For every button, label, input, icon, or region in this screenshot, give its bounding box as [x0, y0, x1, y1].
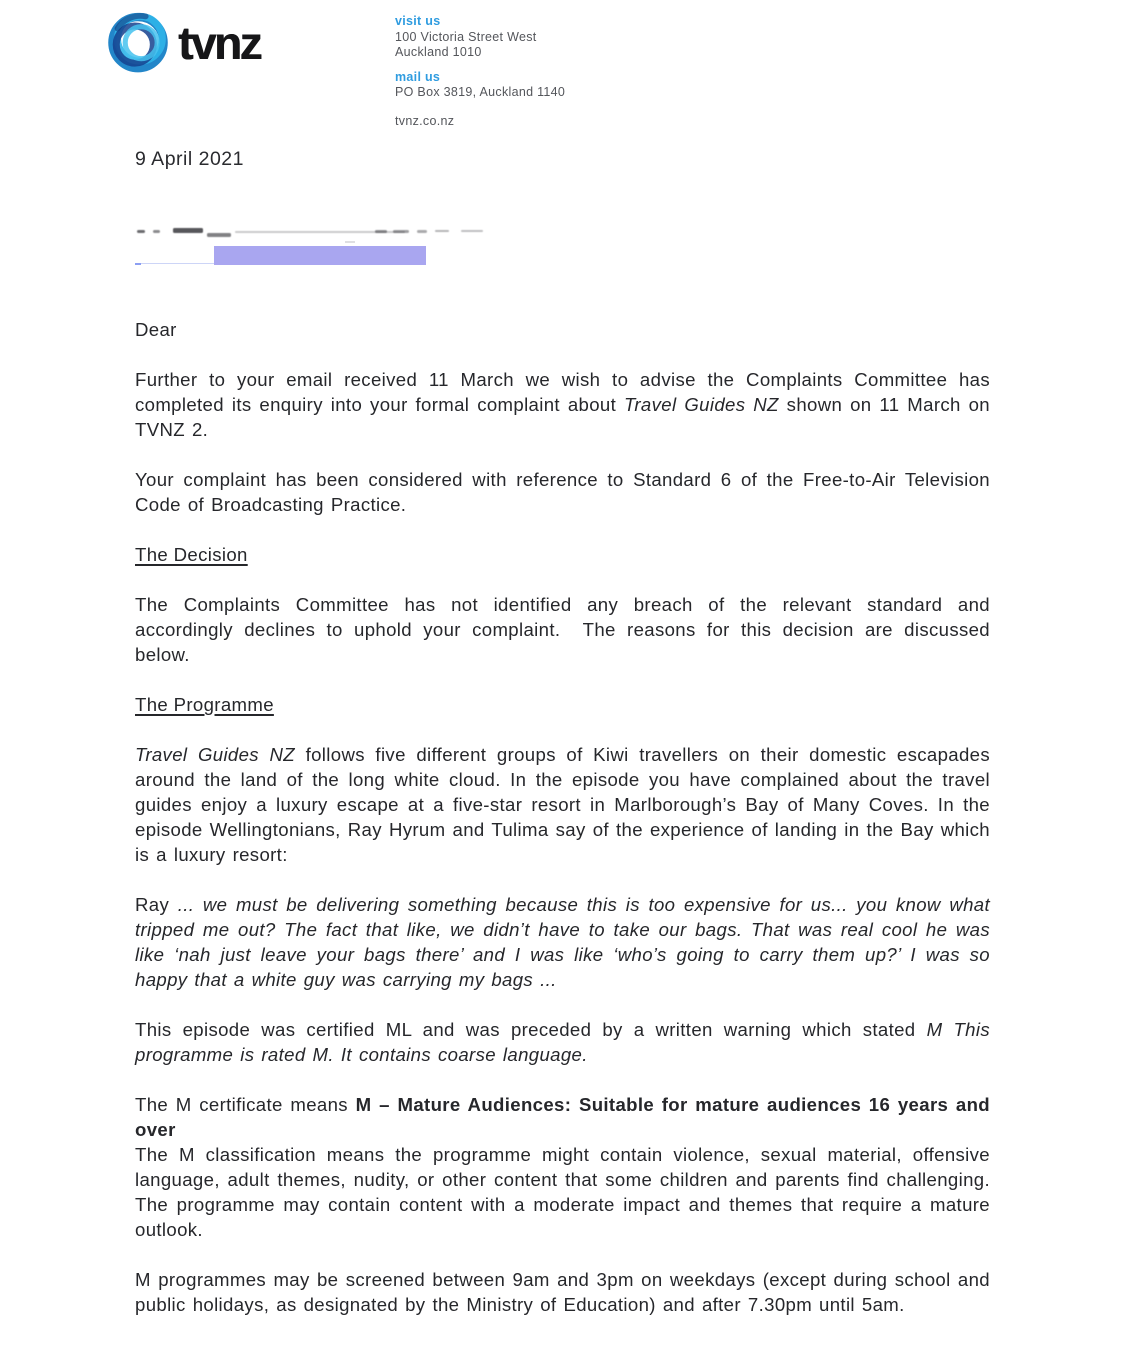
redacted-recipient-block [135, 224, 990, 265]
paragraph-certification [135, 1017, 990, 1067]
mail-us-label: mail us [395, 69, 441, 84]
intro-run-1: Further to your email received 11 March we wish to advise the Complaints Committee has completed its enquiry into your formal complaint about [135, 369, 990, 415]
paragraph-intro [135, 367, 990, 442]
visit-address-line-2: Auckland 1010 [395, 45, 482, 59]
intro-run-2: shown on 11 March on TVNZ 2. [135, 394, 991, 440]
mail-address-line: PO Box 3819, Auckland 1140 [395, 85, 566, 99]
programme-run: follows five different groups of Kiwi travellers on their domestic escapades around the land of the long white cloud. In the episode you have complained about the travel guides enjoy a luxury escape at a five-star resort in Marlborough’s Bay of Many Coves. In the episode Wellingtonians, Ray Hyrum and Tulima say of the experience of landing in the Bay which is a luxury resort: [135, 744, 990, 865]
certification-run: This episode was certified ML and was preceded by a written warning which stated [135, 1019, 927, 1040]
paragraph-screening-times: M programmes may be screened between 9am and 3pm on weekdays (except during school and public holidays, as designated by the Ministry of Education) and after 7.30pm until 5am. [135, 1269, 990, 1315]
tvnz-wordmark: tvnz [178, 17, 260, 69]
m-certificate-run: The M certificate means [135, 1094, 356, 1115]
website-url: tvnz.co.nz [395, 113, 455, 128]
paragraph-standard-reference: Your complaint has been considered with reference to Standard 6 of the Free-to-Air Television Code of Broadcasting Practice. [135, 469, 990, 515]
redacted-recipient-name [135, 224, 990, 238]
m-certificate-bold: M – Mature Audiences: Suitable for mature audiences 16 years and over [135, 1094, 991, 1140]
redaction-artifact [345, 241, 355, 243]
visit-us-label: visit us [395, 14, 441, 28]
warning-text-italic: M This programme is rated M. It contains coarse language. [135, 1019, 990, 1065]
paragraph-m-certificate [135, 1092, 990, 1242]
paragraph-ray-quote [135, 892, 990, 992]
m-certificate-line [135, 1092, 990, 1142]
redacted-link-tick [135, 263, 141, 265]
tvnz-swirl-icon [106, 8, 170, 76]
paragraph-programme-description [135, 742, 990, 867]
quote-speaker: Ray [135, 894, 178, 915]
heading-the-decision: The Decision [135, 544, 248, 565]
redacted-recipient-contact [135, 246, 990, 265]
contact-info [395, 14, 565, 129]
m-classification-text: The M classification means the programme might contain violence, sexual material, offensive language, adult themes, nudity, or other content that some children and parents find challenging. The programme may contain content with a moderate impact and themes that require a mature outlook. [135, 1144, 990, 1240]
letterhead [0, 0, 1124, 130]
heading-the-programme: The Programme [135, 694, 274, 715]
programme-title-italic: Travel Guides NZ [135, 744, 296, 765]
programme-title-italic: Travel Guides NZ [624, 394, 779, 415]
quote-text-italic: ... we must be delivering something because this is too expensive for us... you know what tripped me out? The fact that like, we didn’t have to take our bags. That was real cool he was like ‘nah just leave your bags there’ and I was like ‘who’s going to carry them up?’ I was so happy that a white guy was carrying my bags ... [135, 894, 990, 990]
letter-body [0, 147, 1124, 1317]
salutation: Dear [135, 319, 177, 340]
redaction-highlight [214, 246, 426, 265]
redacted-link-underline [135, 263, 214, 264]
visit-address-line-1: 100 Victoria Street West [395, 29, 537, 44]
paragraph-decision: The Complaints Committee has not identified any breach of the relevant standard and accordingly declines to uphold your complaint. The reasons for this decision are discussed below. [135, 594, 990, 665]
letter-date: 9 April 2021 [135, 148, 244, 170]
tvnz-logo [106, 8, 260, 76]
